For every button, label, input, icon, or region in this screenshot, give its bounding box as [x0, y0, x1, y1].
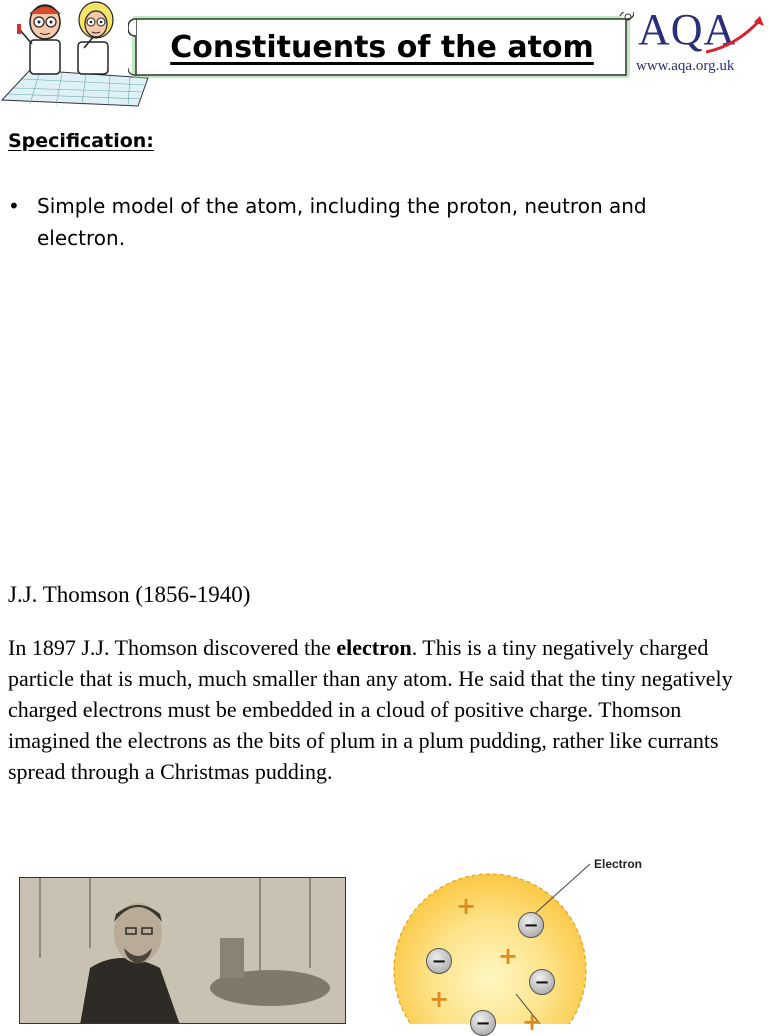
specification-bullet-text: Simple model of the atom, including the proton, neutron and electron. — [37, 194, 647, 250]
aqa-website-link[interactable]: www.aqa.org.uk — [636, 58, 735, 74]
specification-bullet — [8, 190, 708, 254]
bullet-icon: • — [8, 194, 20, 218]
positive-charge: + — [498, 942, 519, 970]
specification-heading: Specification: — [8, 130, 154, 152]
electron-particle: − — [426, 948, 452, 974]
thomson-portrait-icon — [20, 878, 346, 1024]
specification-list — [8, 190, 708, 254]
page-title: Constituents of the atom — [170, 29, 594, 65]
aqa-logo-text: AQA — [638, 5, 737, 54]
electron-particle: − — [529, 969, 555, 995]
thomson-heading: J.J. Thomson (1856-1940) — [8, 582, 251, 607]
thomson-text-end: . This is a tiny negatively charged particle that is much, much smaller than any atom. He said that the tiny negatively charged electrons must be embedded in a cloud of positive charge. Thomson imagined the electrons as the bits of plum in a plum pudding, rather like currants spread through a Christmas pudding. — [8, 635, 733, 784]
electron-label: Electron — [594, 857, 643, 871]
thomson-text-bold: electron — [336, 635, 412, 660]
electron-particle: − — [518, 912, 544, 938]
header — [0, 0, 768, 110]
thomson-text-start: In 1897 J.J. Thomson discovered the — [8, 635, 337, 660]
positive-cloud — [394, 874, 586, 1024]
thomson-paragraph — [8, 632, 760, 787]
positive-charge: + — [456, 892, 477, 920]
positive-charge: + — [429, 985, 450, 1013]
electron-particle: − — [470, 1010, 496, 1036]
thomson-photo — [19, 877, 346, 1024]
positive-charge: + — [522, 1008, 543, 1036]
